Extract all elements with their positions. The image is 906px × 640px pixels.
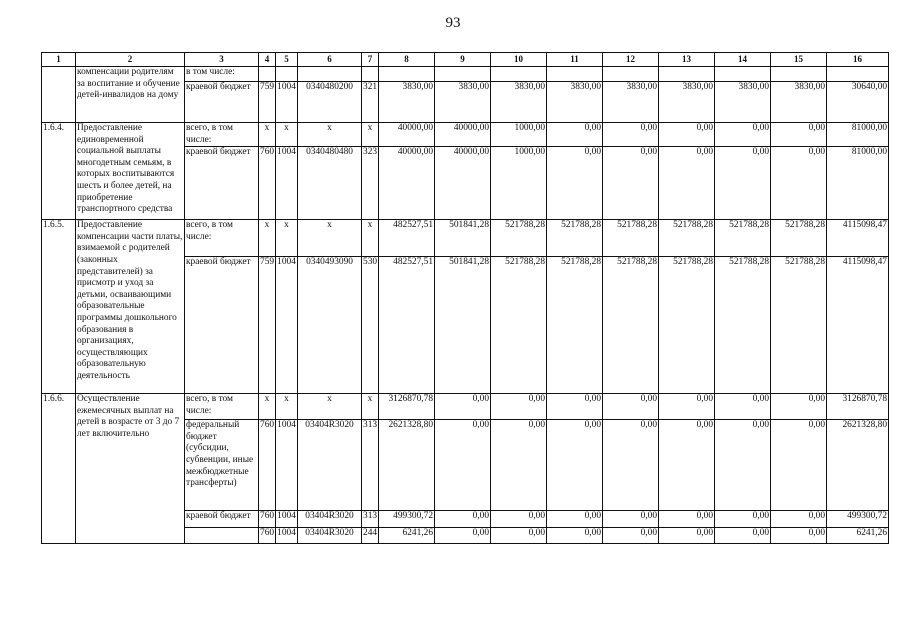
value-cell: 1000,00: [491, 123, 547, 147]
code-cell: 313: [362, 511, 379, 528]
code-cell: 1004: [276, 147, 298, 220]
code-cell: x: [298, 123, 362, 147]
value-cell: 0,00: [603, 420, 659, 511]
value-cell: 499300,72: [379, 511, 435, 528]
code-cell: 244: [362, 528, 379, 544]
value-cell: 0,00: [603, 123, 659, 147]
budget-table: [41, 52, 889, 544]
value-cell: 6241,26: [379, 528, 435, 544]
value-cell: 0,00: [547, 511, 603, 528]
code-cell: x: [362, 394, 379, 420]
source-cell: федеральный бюджет (субсидии, субвенции, иные межбюджетные трансферты): [185, 420, 259, 511]
value-cell: 40000,00: [379, 147, 435, 220]
value-cell: 0,00: [547, 420, 603, 511]
code-cell: 530: [362, 257, 379, 394]
value-cell: 521788,28: [547, 220, 603, 257]
code-cell: x: [259, 123, 276, 147]
code-cell: 1004: [276, 511, 298, 528]
code-cell: 1004: [276, 528, 298, 544]
value-cell: 0,00: [659, 528, 715, 544]
value-cell: 0,00: [771, 147, 827, 220]
value-cell: 482527,51: [379, 220, 435, 257]
code-cell: [298, 67, 362, 82]
value-cell: 3830,00: [771, 82, 827, 123]
code-cell: 03404R3020: [298, 511, 362, 528]
source-cell: краевой бюджет: [185, 147, 259, 220]
value-cell: 40000,00: [435, 147, 491, 220]
value-cell: 3830,00: [435, 82, 491, 123]
table-row: [42, 220, 889, 257]
value-cell: 0,00: [771, 511, 827, 528]
code-cell: 321: [362, 82, 379, 123]
value-cell: 3830,00: [715, 82, 771, 123]
value-cell: [435, 67, 491, 82]
value-cell: 0,00: [659, 420, 715, 511]
item-number-cell: 1.6.4.: [42, 123, 76, 220]
page-number: 93: [445, 15, 461, 31]
source-cell: краевой бюджет: [185, 511, 259, 528]
value-cell: 3830,00: [379, 82, 435, 123]
source-cell: всего, в том числе:: [185, 123, 259, 147]
value-cell: 0,00: [603, 147, 659, 220]
code-cell: 03404R3020: [298, 420, 362, 511]
value-cell: 0,00: [771, 394, 827, 420]
value-cell: 0,00: [659, 147, 715, 220]
value-cell: 0,00: [491, 528, 547, 544]
value-cell: 0,00: [603, 511, 659, 528]
value-cell: [603, 67, 659, 82]
item-description-cell: компенсации родителям за воспитание и обучение детей-инвалидов на дому: [76, 67, 185, 123]
code-cell: [276, 67, 298, 82]
value-cell: [771, 67, 827, 82]
item-number-cell: 1.6.6.: [42, 394, 76, 544]
value-cell: 3830,00: [547, 82, 603, 123]
header-cell: 5: [276, 53, 298, 67]
value-cell: 521788,28: [715, 257, 771, 394]
value-cell: [659, 67, 715, 82]
value-cell: 0,00: [715, 394, 771, 420]
value-cell: 6241,26: [827, 528, 889, 544]
item-description-cell: Осуществление ежемесячных выплат на детей в возрасте от 3 до 7 лет включительно: [76, 394, 185, 544]
code-cell: 1004: [276, 420, 298, 511]
header-cell: 7: [362, 53, 379, 67]
code-cell: x: [259, 394, 276, 420]
code-cell: 760: [259, 511, 276, 528]
value-cell: 0,00: [659, 511, 715, 528]
value-cell: 521788,28: [659, 257, 715, 394]
code-cell: 0340480480: [298, 147, 362, 220]
code-cell: [259, 67, 276, 82]
table-row: [42, 67, 889, 82]
value-cell: 0,00: [435, 528, 491, 544]
value-cell: 482527,51: [379, 257, 435, 394]
header-cell: 15: [771, 53, 827, 67]
code-cell: x: [259, 220, 276, 257]
code-cell: 1004: [276, 257, 298, 394]
value-cell: 501841,28: [435, 257, 491, 394]
code-cell: [362, 67, 379, 82]
item-description-cell: Предоставление единовременной социальной выплаты многодетным семьям, в которых воспитываются шесть и более детей, на приобретение транспортного средства: [76, 123, 185, 220]
header-cell: 9: [435, 53, 491, 67]
value-cell: 0,00: [771, 123, 827, 147]
header-cell: 4: [259, 53, 276, 67]
header-cell: 6: [298, 53, 362, 67]
value-cell: 0,00: [435, 420, 491, 511]
value-cell: 521788,28: [659, 220, 715, 257]
code-cell: x: [362, 220, 379, 257]
header-cell: 12: [603, 53, 659, 67]
value-cell: 3830,00: [491, 82, 547, 123]
code-cell: 0340480200: [298, 82, 362, 123]
source-cell: в том числе:: [185, 67, 259, 82]
value-cell: 0,00: [659, 394, 715, 420]
value-cell: 0,00: [435, 394, 491, 420]
value-cell: 4115098,47: [827, 257, 889, 394]
value-cell: 40000,00: [435, 123, 491, 147]
header-row: [42, 53, 889, 67]
code-cell: 759: [259, 257, 276, 394]
value-cell: 0,00: [435, 511, 491, 528]
value-cell: 0,00: [771, 528, 827, 544]
value-cell: 3126870,78: [827, 394, 889, 420]
code-cell: 03404R3020: [298, 528, 362, 544]
header-cell: 3: [185, 53, 259, 67]
header-cell: 13: [659, 53, 715, 67]
value-cell: 0,00: [547, 123, 603, 147]
value-cell: 0,00: [715, 528, 771, 544]
value-cell: 0,00: [659, 123, 715, 147]
source-cell: всего, в том числе:: [185, 394, 259, 420]
value-cell: 521788,28: [771, 220, 827, 257]
code-cell: x: [298, 220, 362, 257]
value-cell: 1000,00: [491, 147, 547, 220]
value-cell: 40000,00: [379, 123, 435, 147]
value-cell: 521788,28: [547, 257, 603, 394]
table-row: [42, 123, 889, 147]
code-cell: x: [276, 394, 298, 420]
value-cell: 0,00: [491, 420, 547, 511]
value-cell: 0,00: [715, 123, 771, 147]
code-cell: 760: [259, 420, 276, 511]
source-cell: краевой бюджет: [185, 257, 259, 394]
value-cell: 521788,28: [603, 220, 659, 257]
value-cell: 521788,28: [491, 257, 547, 394]
value-cell: 81000,00: [827, 123, 889, 147]
value-cell: 2621328,80: [827, 420, 889, 511]
value-cell: 0,00: [547, 394, 603, 420]
code-cell: 313: [362, 420, 379, 511]
item-description-cell: Предоставление компенсации части платы, взимаемой с родителей (законных представителей) за присмотр и уход за детьми, осваивающими образовательные программы дошкольного образования в организациях, осуществляющих образовательную деятельность: [76, 220, 185, 394]
code-cell: x: [362, 123, 379, 147]
code-cell: x: [276, 123, 298, 147]
code-cell: 759: [259, 82, 276, 123]
code-cell: x: [276, 220, 298, 257]
value-cell: 521788,28: [603, 257, 659, 394]
value-cell: 0,00: [771, 420, 827, 511]
code-cell: 0340493090: [298, 257, 362, 394]
value-cell: [827, 67, 889, 82]
source-cell: краевой бюджет: [185, 82, 259, 123]
value-cell: 0,00: [547, 147, 603, 220]
header-cell: 16: [827, 53, 889, 67]
value-cell: 0,00: [491, 511, 547, 528]
table-row: [42, 394, 889, 420]
source-cell: [185, 528, 259, 544]
value-cell: 0,00: [547, 528, 603, 544]
source-cell: всего, в том числе:: [185, 220, 259, 257]
value-cell: 521788,28: [715, 220, 771, 257]
value-cell: 0,00: [603, 394, 659, 420]
code-cell: 760: [259, 147, 276, 220]
value-cell: 0,00: [603, 528, 659, 544]
value-cell: 0,00: [715, 511, 771, 528]
value-cell: 521788,28: [771, 257, 827, 394]
header-cell: 10: [491, 53, 547, 67]
code-cell: 323: [362, 147, 379, 220]
value-cell: 0,00: [715, 147, 771, 220]
value-cell: 3830,00: [603, 82, 659, 123]
value-cell: 499300,72: [827, 511, 889, 528]
value-cell: [379, 67, 435, 82]
value-cell: 501841,28: [435, 220, 491, 257]
value-cell: 2621328,80: [379, 420, 435, 511]
header-cell: 14: [715, 53, 771, 67]
value-cell: 521788,28: [491, 220, 547, 257]
value-cell: 0,00: [491, 394, 547, 420]
value-cell: 0,00: [715, 420, 771, 511]
value-cell: 30640,00: [827, 82, 889, 123]
header-cell: 2: [76, 53, 185, 67]
value-cell: 4115098,47: [827, 220, 889, 257]
code-cell: x: [298, 394, 362, 420]
value-cell: 3830,00: [659, 82, 715, 123]
value-cell: 3126870,78: [379, 394, 435, 420]
item-number-cell: [42, 67, 76, 123]
header-cell: 8: [379, 53, 435, 67]
code-cell: 760: [259, 528, 276, 544]
value-cell: 81000,00: [827, 147, 889, 220]
header-cell: 1: [42, 53, 76, 67]
code-cell: 1004: [276, 82, 298, 123]
value-cell: [715, 67, 771, 82]
value-cell: [547, 67, 603, 82]
item-number-cell: 1.6.5.: [42, 220, 76, 394]
header-cell: 11: [547, 53, 603, 67]
value-cell: [491, 67, 547, 82]
